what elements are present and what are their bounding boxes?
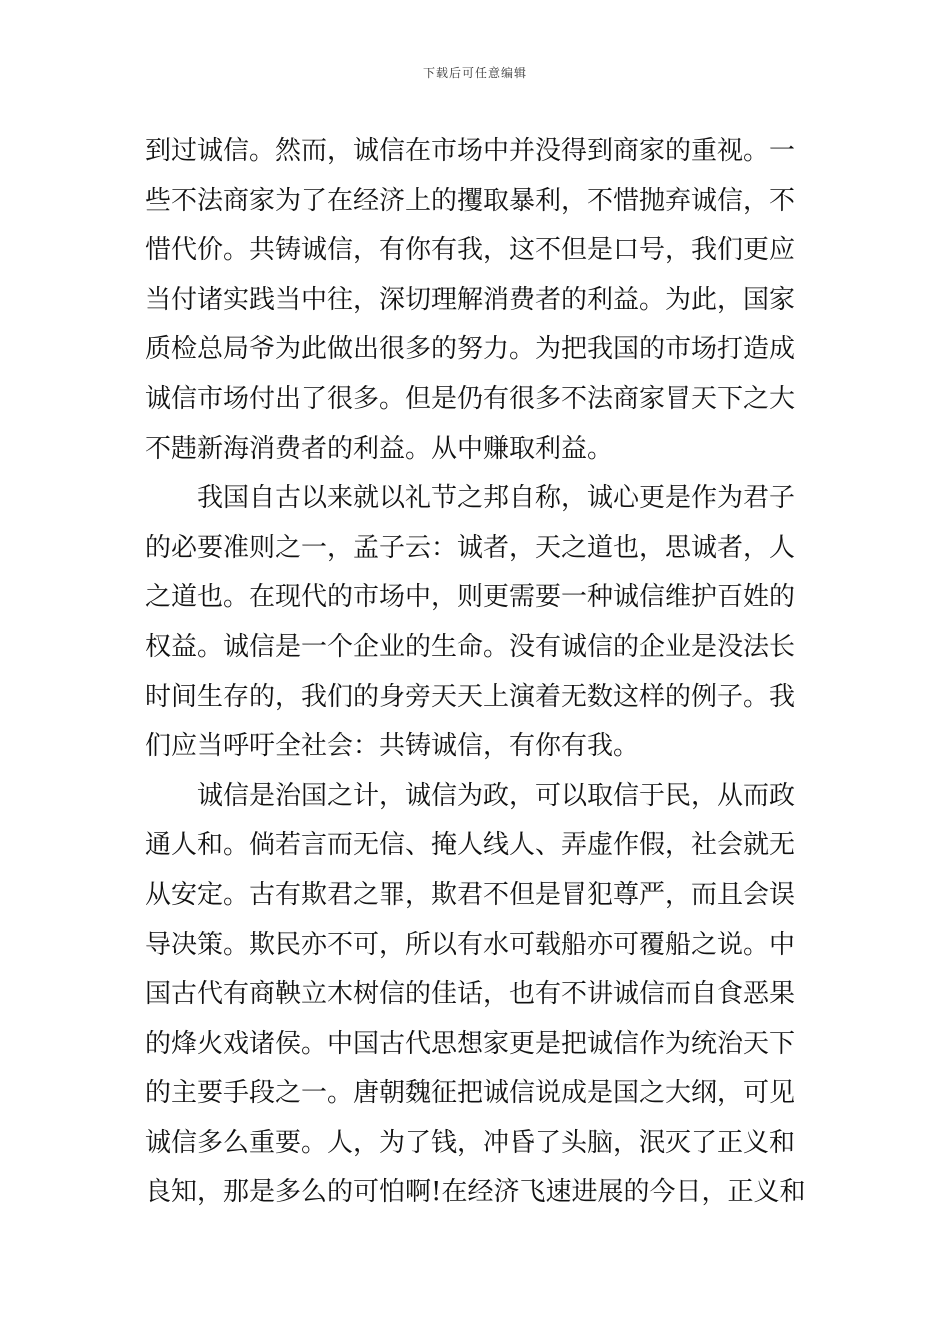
paragraph-first-line: 诚信是治国之计，诚信为政，可以取信于民，从而政 bbox=[197, 780, 796, 811]
text-line: 到过诚信。然而，诚信在市场中并没得到商家的重视。一 bbox=[145, 136, 796, 166]
text-line: 导决策。欺民亦不可，所以有水可载船亦可覆船之说。中 bbox=[145, 929, 796, 960]
paragraph-first-line: 我国自古以来就以礼节之邦自称，诚心更是作为君子 bbox=[197, 483, 796, 514]
text-line: 从安定。古有欺君之罪，欺君不但是冒犯尊严，而且会误 bbox=[145, 879, 796, 910]
page-header: 下载后可任意编辑 bbox=[422, 66, 527, 80]
text-line: 惜代价。共铸诚信，有你有我，这不但是口号，我们更应 bbox=[145, 235, 796, 266]
text-line: 权益。诚信是一个企业的生命。没有诚信的企业是没法长 bbox=[145, 631, 796, 662]
text-line: 通人和。倘若言而无信、掩人线人、弄虚作假，社会就无 bbox=[145, 830, 796, 861]
text-line: 的主要手段之一。唐朝魏征把诚信说成是国之大纲，可见 bbox=[145, 1078, 796, 1109]
text-line: 之道也。在现代的市场中，则更需要一种诚信维护百姓的 bbox=[145, 582, 796, 613]
text-line: 国古代有商鞅立木树信的佳话，也有不讲诚信而自食恶果 bbox=[145, 979, 796, 1010]
text-line: 当付诸实践当中往，深切理解消费者的利益。为此，国家 bbox=[145, 284, 796, 315]
text-line: 诚信市场付出了很多。但是仍有很多不法商家冒天下之大 bbox=[145, 383, 796, 414]
text-line: 们应当呼吁全社会：共铸诚信，有你有我。 bbox=[145, 731, 640, 762]
text-line: 诚信多么重要。人，为了钱，冲昏了头脑，泯灭了正义和 bbox=[145, 1127, 796, 1158]
text-line: 的烽火戏诸侯。中国古代思想家更是把诚信作为统治天下 bbox=[145, 1028, 796, 1059]
body-text bbox=[145, 127, 807, 1218]
text-line: 时间生存的，我们的身旁天天上演着无数这样的例子。我 bbox=[145, 681, 796, 712]
text-line: 良知，那是多么的可怕啊!在经济飞速进展的今日，正义和 bbox=[145, 1177, 806, 1208]
text-line: 不韪新海消费者的利益。从中赚取利益。 bbox=[145, 433, 614, 464]
text-line: 些不法商家为了在经济上的攫取暴利，不惜抛弃诚信，不 bbox=[145, 185, 796, 216]
text-line: 质检总局爷为此做出很多的努力。为把我国的市场打造成 bbox=[145, 334, 796, 365]
text-line: 的必要准则之一，孟子云：诚者，天之道也，思诚者，人 bbox=[145, 532, 796, 563]
